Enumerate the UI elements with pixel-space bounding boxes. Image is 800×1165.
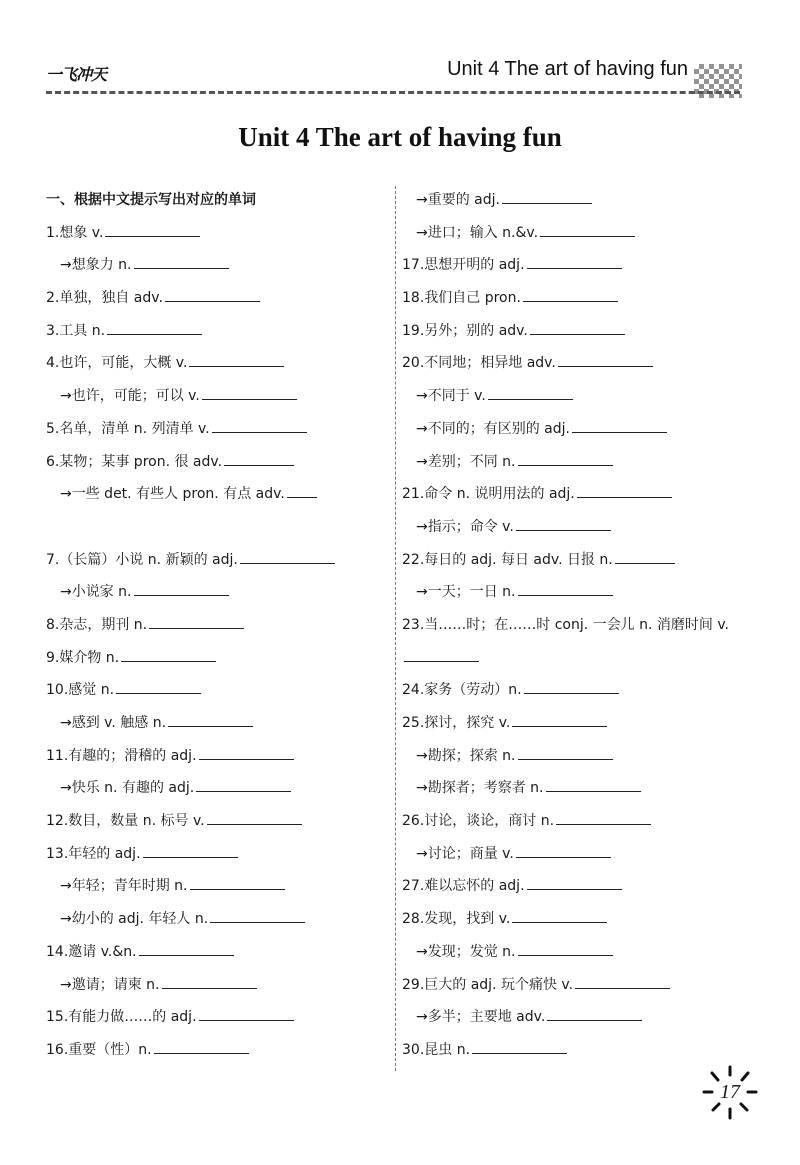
answer-blank[interactable] — [512, 711, 607, 727]
page-header — [0, 0, 800, 100]
answer-blank[interactable] — [210, 907, 305, 923]
answer-blank[interactable] — [615, 548, 675, 564]
vocab-item — [46, 740, 391, 773]
answer-blank[interactable] — [518, 450, 613, 466]
answer-blank[interactable] — [189, 351, 284, 367]
vocab-item — [402, 380, 752, 413]
vocab-prompt: 20.不同地；相异地 adv. — [402, 355, 556, 372]
vocab-item — [46, 576, 391, 609]
vocab-item — [46, 282, 391, 315]
answer-blank[interactable] — [105, 221, 200, 237]
vocab-item — [46, 315, 391, 348]
answer-blank[interactable] — [134, 253, 229, 269]
vocab-prompt: →进口；输入 n.&v. — [416, 224, 539, 241]
answer-blank[interactable] — [512, 907, 607, 923]
vocab-item — [46, 969, 391, 1002]
vocab-prompt: 9.媒介物 n. — [46, 649, 120, 666]
vocab-prompt: →想象力 n. — [60, 257, 132, 274]
vocab-prompt: 13.年轻的 adj. — [46, 845, 141, 862]
answer-blank[interactable] — [502, 188, 592, 204]
vocab-item — [46, 380, 391, 413]
answer-blank[interactable] — [107, 319, 202, 335]
answer-blank[interactable] — [162, 973, 257, 989]
vocab-prompt: →发现；发觉 n. — [416, 943, 516, 960]
vocab-prompt: 2.单独，独自 adv. — [46, 290, 163, 307]
vocab-item — [46, 707, 391, 740]
vocab-item — [46, 1001, 391, 1034]
right-item-list — [402, 184, 752, 1067]
vocab-prompt: →幼小的 adj. 年轻人 n. — [60, 911, 209, 928]
vocab-item — [402, 478, 752, 511]
page-title: Unit 4 The art of having fun — [238, 122, 562, 152]
vocab-prompt: 27.难以忘怀的 adj. — [402, 878, 525, 895]
vocab-prompt: →差别；不同 n. — [416, 453, 516, 470]
vocab-prompt: 6.某物；某事 pron. 很 adv. — [46, 453, 223, 470]
answer-blank[interactable] — [212, 417, 307, 433]
vocab-item — [46, 217, 391, 250]
vocab-prompt: 5.名单，清单 n. 列清单 v. — [46, 420, 210, 437]
answer-blank[interactable] — [558, 351, 653, 367]
vocab-prompt: 25.探讨，探究 v. — [402, 715, 511, 732]
answer-blank[interactable] — [516, 515, 611, 531]
vocab-item — [402, 576, 752, 609]
vocab-prompt: 8.杂志，期刊 n. — [46, 616, 148, 633]
vocab-item — [402, 184, 752, 217]
section-title: 一、根据中文提示写出对应的单词 — [46, 192, 256, 208]
vocab-prompt: 17.思想开明的 adj. — [402, 257, 525, 274]
answer-blank[interactable] — [139, 940, 234, 956]
vocab-prompt: 24.家务（劳动）n. — [402, 682, 522, 699]
vocab-item — [402, 446, 752, 479]
vocab-item — [402, 772, 752, 805]
answer-blank[interactable] — [404, 646, 479, 662]
vocab-prompt: 12.数目，数量 n. 标号 v. — [46, 813, 205, 830]
vocab-prompt: →指示；命令 v. — [416, 518, 514, 535]
answer-blank[interactable] — [134, 580, 229, 596]
vocab-item — [402, 1034, 752, 1067]
answer-blank[interactable] — [149, 613, 244, 629]
answer-blank[interactable] — [523, 286, 618, 302]
answer-blank[interactable] — [154, 1038, 249, 1054]
vocab-item — [402, 707, 752, 740]
answer-blank[interactable] — [287, 482, 317, 498]
vocab-prompt: →讨论；商量 v. — [416, 845, 514, 862]
answer-blank[interactable] — [202, 384, 297, 400]
vocab-item — [402, 674, 752, 707]
answer-blank[interactable] — [199, 1005, 294, 1021]
answer-blank[interactable] — [190, 874, 285, 890]
vocab-prompt: →勘探；探索 n. — [416, 747, 516, 764]
page-number: 17 — [720, 1081, 740, 1103]
vocab-prompt: 11.有趣的；滑稽的 adj. — [46, 747, 197, 764]
vocab-prompt: →一天；一日 n. — [416, 584, 516, 601]
vocab-prompt: →勘探者；考察者 n. — [416, 780, 544, 797]
vocab-item — [46, 347, 391, 380]
right-column — [402, 184, 752, 1067]
vocab-prompt: 18.我们自己 pron. — [402, 290, 521, 307]
vocab-item — [46, 609, 391, 642]
vocab-prompt: →多半；主要地 adv. — [416, 1009, 546, 1026]
vocab-item — [46, 805, 391, 838]
vocab-prompt: →快乐 n. 有趣的 adj. — [60, 780, 195, 797]
answer-blank[interactable] — [540, 221, 635, 237]
vocab-prompt: 30.昆虫 n. — [402, 1041, 471, 1058]
vocab-item — [402, 1001, 752, 1034]
vocab-item — [402, 838, 752, 871]
answer-blank[interactable] — [518, 580, 613, 596]
vocab-prompt: 28.发现，找到 v. — [402, 911, 511, 928]
vocab-prompt: →一些 det. 有些人 pron. 有点 adv. — [60, 486, 285, 503]
answer-blank[interactable] — [516, 842, 611, 858]
answer-blank[interactable] — [165, 286, 260, 302]
answer-blank[interactable] — [530, 319, 625, 335]
answer-blank[interactable] — [577, 482, 672, 498]
left-column — [46, 184, 391, 1067]
vocab-prompt: 26.讨论，谈论，商讨 n. — [402, 813, 555, 830]
vocab-item — [402, 544, 752, 577]
vocab-prompt: 22.每日的 adj. 每日 adv. 日报 n. — [402, 551, 613, 568]
column-divider — [395, 186, 396, 1071]
vocab-item — [46, 413, 391, 446]
answer-blank[interactable] — [524, 678, 619, 694]
vocab-item — [402, 609, 752, 674]
answer-blank[interactable] — [572, 417, 667, 433]
vocab-prompt: →小说家 n. — [60, 584, 132, 601]
vocab-item — [402, 740, 752, 773]
vocab-item — [402, 936, 752, 969]
vocab-item — [46, 772, 391, 805]
series-logo: 一飞冲天 — [46, 65, 107, 84]
answer-blank[interactable] — [546, 776, 641, 792]
answer-blank[interactable] — [556, 809, 651, 825]
vocab-prompt: 1.想象 v. — [46, 224, 104, 241]
vocab-item — [402, 249, 752, 282]
header-divider — [46, 91, 740, 94]
vocab-prompt: 29.巨大的 adj. 玩个痛快 v. — [402, 976, 574, 993]
vocab-item — [46, 1034, 391, 1067]
vocab-item — [402, 347, 752, 380]
vocab-item — [402, 903, 752, 936]
vocab-prompt: 14.邀请 v.&n. — [46, 943, 137, 960]
answer-blank[interactable] — [472, 1038, 567, 1054]
vocab-item — [46, 249, 391, 282]
vocab-prompt: →重要的 adj. — [416, 192, 500, 208]
vocab-prompt: 4.也许，可能，大概 v. — [46, 355, 188, 372]
answer-blank[interactable] — [575, 973, 670, 989]
vocab-item — [402, 315, 752, 348]
vocab-item — [46, 544, 391, 577]
answer-blank[interactable] — [196, 776, 291, 792]
answer-blank[interactable] — [518, 940, 613, 956]
answer-blank[interactable] — [199, 744, 294, 760]
vocab-prompt: →年轻；青年时期 n. — [60, 878, 188, 895]
vocab-prompt: 7.（长篇）小说 n. 新颖的 adj. — [46, 551, 238, 568]
vocab-item — [402, 870, 752, 903]
vocab-prompt: 23.当……时；在……时 conj. 一会儿 n. 消磨时间 v. — [402, 616, 729, 633]
vocab-prompt: 15.有能力做……的 adj. — [46, 1009, 197, 1026]
answer-blank[interactable] — [116, 678, 201, 694]
vocab-item — [46, 936, 391, 969]
vocab-item — [402, 511, 752, 544]
vocab-prompt: 19.另外；别的 adv. — [402, 322, 528, 339]
vocab-prompt: →邀请；请柬 n. — [60, 976, 160, 993]
answer-blank[interactable] — [224, 450, 294, 466]
vocab-prompt: →感到 v. 触感 n. — [60, 715, 167, 732]
answer-blank[interactable] — [527, 253, 622, 269]
vocab-prompt: 16.重要（性）n. — [46, 1041, 152, 1058]
answer-blank[interactable] — [488, 384, 573, 400]
answer-blank[interactable] — [168, 711, 253, 727]
answer-blank[interactable] — [518, 744, 613, 760]
vocab-prompt: 21.命令 n. 说明用法的 adj. — [402, 486, 575, 503]
left-item-list — [46, 217, 391, 1067]
answer-blank[interactable] — [240, 548, 335, 564]
vocab-item — [402, 805, 752, 838]
vocab-item — [402, 217, 752, 250]
vocab-item — [46, 903, 391, 936]
vocab-item — [402, 282, 752, 315]
vocab-prompt: →也许，可能；可以 v. — [60, 388, 200, 405]
header-unit-title: Unit 4 The art of having fun — [447, 58, 688, 80]
vocab-prompt: →不同于 v. — [416, 388, 486, 405]
vocab-item — [46, 446, 391, 479]
vocab-item — [402, 969, 752, 1002]
vocab-item — [46, 478, 391, 543]
answer-blank[interactable] — [527, 874, 622, 890]
vocab-item — [402, 413, 752, 446]
answer-blank[interactable] — [143, 842, 238, 858]
vocab-item — [46, 870, 391, 903]
answer-blank[interactable] — [207, 809, 302, 825]
vocab-prompt: →不同的；有区别的 adj. — [416, 420, 570, 437]
answer-blank[interactable] — [121, 646, 216, 662]
vocab-prompt: 3.工具 n. — [46, 322, 106, 339]
vocab-item — [46, 838, 391, 871]
vocab-item — [46, 642, 391, 675]
vocab-prompt: 10.感觉 n. — [46, 682, 115, 699]
answer-blank[interactable] — [547, 1005, 642, 1021]
vocab-item — [46, 674, 391, 707]
